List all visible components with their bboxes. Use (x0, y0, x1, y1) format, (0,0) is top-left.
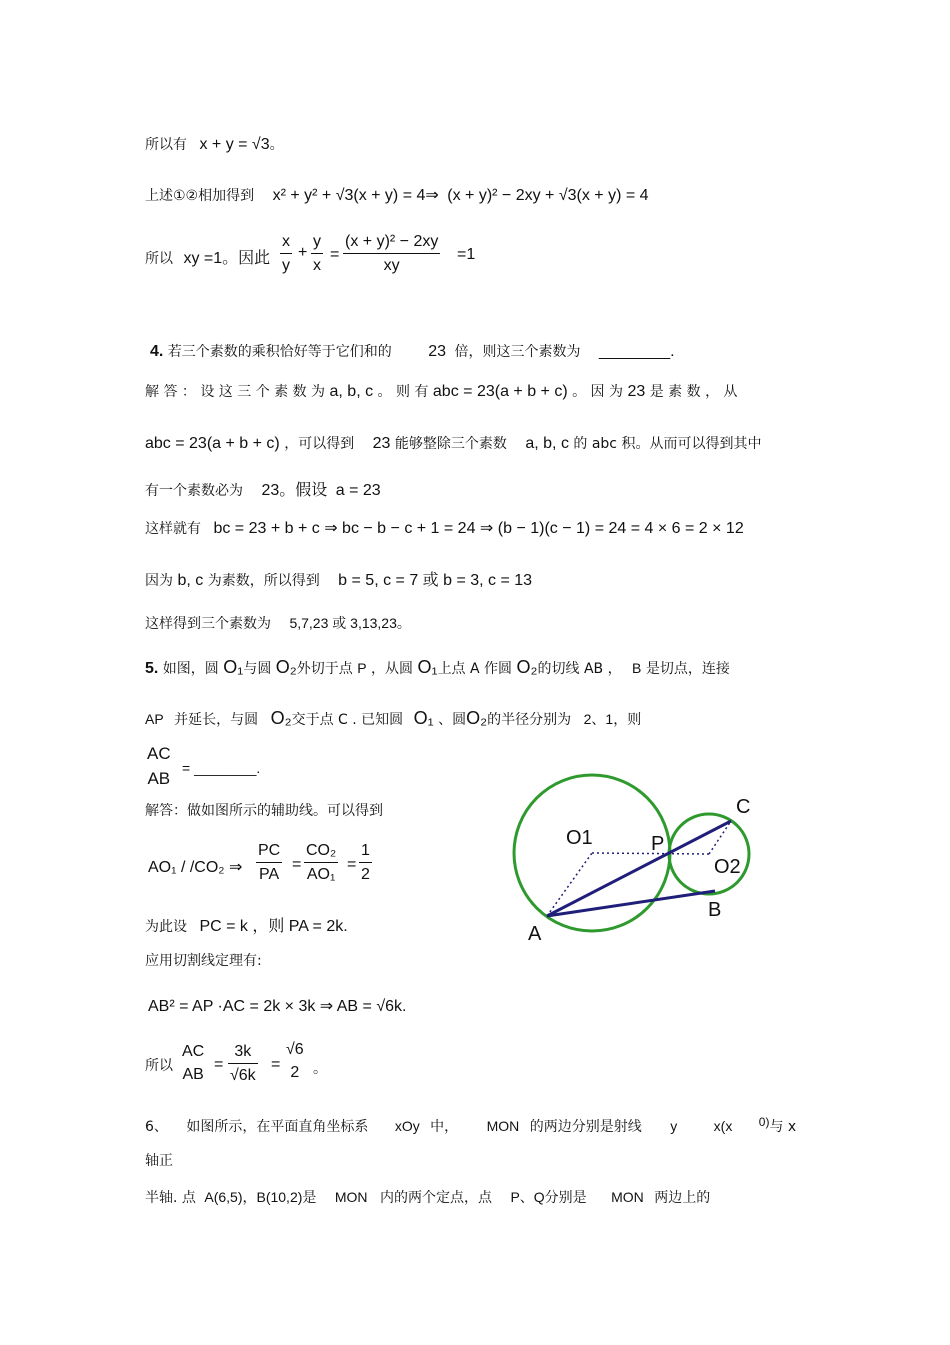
text: 所以 (145, 251, 173, 267)
math-expr: 23 (428, 343, 447, 360)
text: 为素数，所以得到 (207, 573, 320, 589)
text: 轴正 (145, 1153, 173, 1169)
text: 。 因 为 (572, 384, 624, 400)
math-expr: MON (334, 1189, 368, 1205)
line-1 (145, 134, 284, 154)
math-expr: O₁ (413, 708, 434, 728)
math-expr: P (357, 660, 367, 676)
text: 的半径分别为 (487, 712, 572, 728)
solution-heading: 解答：做如图所示的辅助线。可以得到 (145, 803, 383, 819)
text: 能够整除三个素数 (394, 436, 507, 452)
text: 外切于点 (296, 661, 353, 677)
text: 2、1，则 (583, 711, 642, 727)
math-expr: O₂ (466, 708, 488, 728)
text: 如图所示，在平面直角坐标系 (186, 1119, 369, 1135)
text: ，从圆 (371, 661, 414, 677)
problem-4-sol-1 (145, 381, 738, 401)
math-expr: a, b, c (329, 383, 374, 400)
label-a: A (528, 923, 542, 945)
problem-5-statement-2 (145, 708, 641, 729)
problem-number: 4. (150, 343, 164, 360)
math-expr: abc = 23(a + b + c) (432, 383, 568, 400)
math-expr: AB² = AP ·AC = 2k × 3k ⇒ AB = √6k. (148, 998, 407, 1015)
math-expr: b = 5, c = 7 或 b = 3, c = 13 (338, 572, 533, 589)
text: 。 (313, 1061, 327, 1077)
problem-4-sol-5 (145, 567, 532, 590)
fraction: $\frac{x}{y}$ (282, 233, 290, 274)
text: 的 abc 积。从而可以得到其中 (573, 436, 762, 452)
label-o1: O1 (566, 827, 593, 849)
text: 中， (430, 1119, 459, 1135)
problem-number: 6、 (145, 1119, 168, 1135)
fraction: √6 2 (286, 1041, 304, 1081)
text: 两边上的 (654, 1190, 711, 1206)
math-expr: x² + y² + √3(x + y) = 4⇒ (272, 187, 439, 204)
math-expr: O₁ (223, 657, 244, 677)
problem-6-statement-2 (145, 1187, 710, 1207)
math-expr: AP (145, 711, 164, 727)
plus: + (298, 244, 308, 261)
text: 应用切割线定理有: (145, 953, 262, 969)
text: 因为 (145, 573, 173, 589)
fraction: AC AB (182, 1043, 205, 1083)
fraction: $\frac{\text{CO₂}}{\text{AO₁}}$ (306, 842, 337, 883)
math-expr: O₂ (516, 657, 538, 677)
text: 这样得到三个素数为 (145, 616, 271, 632)
math-expr: O₁ (417, 657, 438, 677)
math-expr: a, b, c (525, 435, 569, 452)
geometry-figure (500, 770, 770, 950)
math-expr: MON (611, 1189, 644, 1205)
text: 作圆 (484, 661, 513, 677)
problem-4-sol-3 (145, 477, 381, 500)
label-b: B (708, 899, 722, 921)
text: 的切线 AB ， (537, 661, 622, 677)
label-p: P (651, 833, 665, 855)
math-expr: A(6,5)，B(10,2) (204, 1189, 303, 1205)
text: . 已知圆 (352, 712, 404, 728)
problem-4-sol-6 (145, 613, 411, 633)
math-expr: 5,7,23 或 3,13,23。 (289, 615, 411, 631)
text: 为此设 (145, 919, 187, 935)
text: 这样就有 (145, 521, 201, 537)
label-o2: O2 (714, 856, 741, 878)
line-2 (145, 185, 649, 205)
line-3 (145, 245, 270, 268)
question-fraction: AC AB (147, 744, 171, 788)
equals: = (330, 246, 340, 263)
line-a-o1 (547, 853, 592, 916)
math-expr: x + y = √3 (199, 136, 270, 153)
problem-5-set (145, 913, 348, 936)
math-expr: 23 (627, 383, 646, 400)
text: 并延长，与圆 (174, 712, 259, 728)
fraction: $\frac{PC}{PA}$ (258, 842, 281, 883)
text: 。 (269, 137, 284, 153)
fraction: $\frac{1}{2}$ (361, 842, 370, 883)
problem-6-statement-1 (145, 1115, 796, 1136)
fraction: $\frac{y}{x}$ (313, 233, 321, 274)
math-expr: =1 (457, 246, 476, 263)
text: 若三个素数的乘积恰好等于它们和的 (167, 344, 392, 360)
text: 所以 (145, 1058, 173, 1074)
text: 、圆 (438, 712, 467, 728)
text: 与 x (769, 1119, 797, 1135)
text: 分别是 (544, 1190, 587, 1206)
text: 是 (302, 1190, 317, 1206)
fraction: $\frac{3k}{√6k}$ (230, 1043, 256, 1084)
math-expr: xOy (394, 1118, 420, 1134)
text: 与圆 (243, 661, 272, 677)
problem-4-sol-4 (145, 518, 744, 538)
text: 。 则 有 (377, 384, 429, 400)
math-expr: abc = 23(a + b + c) (145, 435, 280, 452)
math-expr: O₂ (275, 657, 297, 677)
math-expr: x(x (713, 1118, 733, 1134)
answer-blank: ________. (598, 343, 675, 360)
text: 上述①②相加得到 (145, 188, 255, 204)
text: 的两边分别是射线 (529, 1119, 642, 1135)
math-expr: AO₁ / /CO₂ ⇒ (148, 859, 243, 876)
math-expr: xy =1。因此 (183, 250, 271, 267)
text: 半轴. 点 (145, 1190, 196, 1206)
math-expr: bc = 23 + b + c ⇒ bc − b − c + 1 = 24 ⇒ (b − 1)(c − 1) = 24 = 4 × 6 = 2 × 12 (213, 520, 744, 537)
math-expr: y (670, 1118, 678, 1134)
math-expr: 23。假设 (261, 482, 328, 499)
math-expr: (x + y)² − 2xy + √3(x + y) = 4 (447, 187, 649, 204)
text: 所以有 (145, 137, 187, 153)
text: 交于点 C (291, 712, 348, 728)
problem-5-statement-1 (145, 657, 730, 678)
text: 如图，圆 (162, 661, 219, 677)
problem-4-sol-2 (145, 433, 761, 453)
math-expr: MON (486, 1118, 520, 1134)
answer-blank: = ________. (182, 760, 261, 776)
text: 是 素 数 ， 从 (649, 384, 738, 400)
label-c: C (736, 796, 751, 818)
math-expr: 0) (758, 1115, 770, 1129)
fraction: $\frac{\text{(x + y)² − 2xy}}{xy}$ (345, 233, 439, 274)
problem-number: 5. (145, 660, 159, 677)
math-expr: B (632, 660, 642, 676)
math-expr: PC = k ，则 PA = 2k. (199, 918, 348, 935)
math-expr: 23 (372, 435, 391, 452)
text: 是切点，连接 (645, 661, 730, 677)
math-expr: a = 23 (335, 482, 381, 499)
text: 解 答 ： 设 这 三 个 素 数 为 (145, 384, 326, 400)
text: 内的两个定点，点 (379, 1190, 492, 1206)
math-expr: P、Q (510, 1189, 545, 1205)
problem-4-statement (150, 341, 675, 361)
text: 上点 A (437, 661, 480, 677)
math-expr: O₂ (270, 708, 292, 728)
text: ，可以得到 (284, 436, 355, 452)
text: 倍，则这三个素数为 (454, 344, 581, 360)
math-expr: b, c (177, 572, 204, 589)
text: 有一个素数必为 (145, 483, 243, 499)
